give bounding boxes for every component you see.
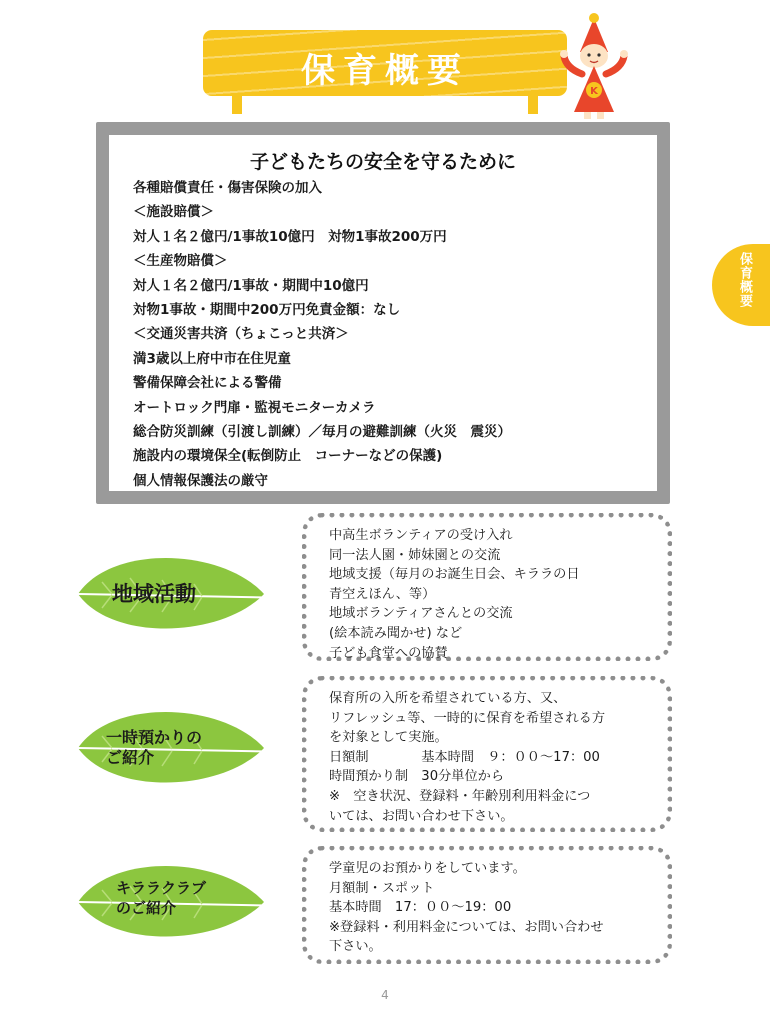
- side-tab-label: 保育概要: [737, 252, 752, 308]
- title-signboard: [203, 30, 567, 96]
- leaf-label: [116, 878, 206, 918]
- info-line: 保育所の入所を希望されている方、又、: [329, 691, 567, 706]
- page-number: 4: [381, 988, 389, 1002]
- safety-item: 対人１名２億円/1事故・期間中10億円: [133, 277, 369, 294]
- safety-list: [133, 176, 511, 493]
- signboard-post-left: [232, 94, 242, 114]
- info-line: 学童児のお預かりをしています。: [329, 861, 526, 876]
- info-line: 月額制・スポット: [329, 880, 435, 896]
- info-line: いては、お問い合わせ下さい。: [329, 808, 514, 824]
- page-title: 保育概要: [301, 51, 469, 91]
- safety-title: 子どもたちの安全を守るために: [249, 151, 516, 173]
- safety-item: 総合防災訓練（引渡し訓練）／毎月の避難訓練（火災 震災）: [133, 424, 511, 441]
- safety-item: 対物1事故・期間中200万円免責金額：なし: [133, 302, 401, 319]
- info-line: 下さい。: [329, 939, 382, 955]
- leaf-label-line: のご紹介: [116, 899, 177, 917]
- info-line: 日額制 基本時間 ９：００〜17：00: [329, 749, 600, 765]
- safety-item: オートロック門扉・監視モニターカメラ: [133, 399, 376, 416]
- info-line: 中高生ボランティアの受け入れ: [329, 528, 513, 543]
- info-line: 時間預かり制 30分単位から: [329, 769, 505, 785]
- safety-item: 警備保障会社による警備: [133, 375, 282, 392]
- mascot-badge-letter: K: [590, 86, 598, 97]
- leaf-label-line: 一時預かりの: [106, 728, 203, 747]
- mascot-illustration: [560, 12, 628, 120]
- info-line: リフレッシュ等、一時的に保育を希望される方: [329, 710, 606, 726]
- info-box-temporary-care: [302, 676, 672, 832]
- leaf-kirara-club: [72, 850, 300, 950]
- info-line: ※ 空き状況、登録料・年齢別利用料金につ: [329, 788, 591, 804]
- signboard-post-right: [528, 94, 538, 114]
- safety-box: [96, 122, 670, 504]
- leaf-label: [106, 728, 202, 768]
- info-line: 同一法人園・姉妹園との交流: [329, 547, 501, 563]
- safety-item: 対人１名２億円/1事故10億円 対物1事故200万円: [133, 228, 447, 245]
- safety-item: ＜生産物賠償＞: [133, 253, 228, 270]
- info-line: 地域ボランティアさんとの交流: [329, 606, 513, 622]
- safety-item: ＜施設賠償＞: [133, 204, 214, 221]
- leaf-regional-activities: [72, 542, 300, 642]
- safety-item: 施設内の環境保全(転倒防止 コーナーなどの保護): [133, 448, 443, 465]
- info-line: を対象として実施。: [329, 730, 448, 746]
- safety-item: 個人情報保護法の厳守: [133, 472, 268, 489]
- info-line: 青空えほん、等）: [329, 586, 436, 602]
- leaf-label-line: キララクラブ: [116, 879, 207, 897]
- leaf-temporary-care: [72, 696, 300, 796]
- section-side-tab: [712, 244, 770, 326]
- safety-item: 各種賠償責任・傷害保険の加入: [133, 180, 322, 196]
- info-line: 子ども食堂への協賛: [329, 645, 448, 661]
- info-box-kirara-club: [302, 846, 672, 964]
- safety-item: 満3歳以上府中市在住児童: [133, 350, 291, 367]
- leaf-label: 地域活動: [112, 582, 196, 606]
- info-box-regional-activities: [302, 513, 672, 661]
- safety-item: ＜交通災害共済（ちょこっと共済＞: [133, 326, 349, 343]
- info-line: 地域支援（毎月のお誕生日会、キララの日: [329, 567, 580, 583]
- info-line: ※登録料・利用料金については、お問い合わせ: [329, 919, 604, 935]
- leaf-label-line: ご紹介: [106, 748, 155, 767]
- info-line: 基本時間 17：００〜19：00: [329, 900, 512, 916]
- info-line: (絵本読み聞かせ) など: [329, 625, 463, 641]
